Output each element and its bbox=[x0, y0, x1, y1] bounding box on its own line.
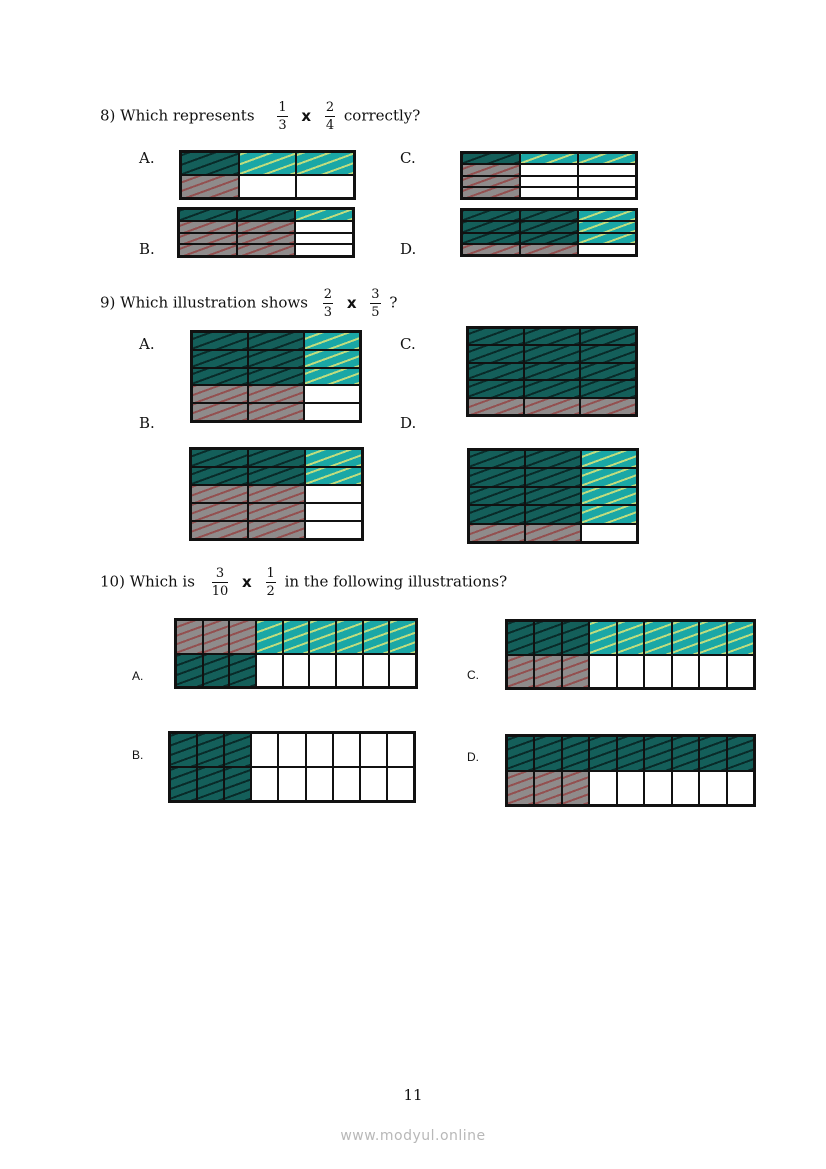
page-number: 11 bbox=[403, 1086, 423, 1104]
dark-shaded-cell bbox=[193, 351, 247, 367]
times-sign: x bbox=[346, 294, 357, 312]
dark-shaded-cell bbox=[535, 622, 560, 654]
dark-shaded-cell bbox=[581, 364, 635, 379]
times-sign: x bbox=[301, 107, 312, 125]
blank-cell bbox=[279, 734, 304, 766]
cyan-shaded-cell bbox=[582, 488, 636, 504]
gray-shaded-cell bbox=[230, 621, 255, 653]
dark-shaded-cell bbox=[526, 469, 580, 485]
dark-shaded-cell bbox=[581, 346, 635, 361]
dark-shaded-cell bbox=[463, 234, 519, 243]
dark-shaded-cell bbox=[463, 154, 519, 163]
blank-cell bbox=[252, 768, 277, 800]
dark-shaded-cell bbox=[700, 737, 725, 770]
blank-cell bbox=[306, 504, 361, 520]
question-8-text: 8) Which represents bbox=[100, 106, 255, 125]
q8-c-figure[interactable] bbox=[460, 151, 638, 200]
q10-a-figure[interactable] bbox=[174, 618, 418, 689]
dark-shaded-cell bbox=[238, 210, 294, 220]
dark-shaded-cell bbox=[618, 737, 643, 770]
dark-shaded-cell bbox=[526, 506, 580, 522]
dark-shaded-cell bbox=[521, 222, 577, 231]
dark-shaded-cell bbox=[728, 737, 753, 770]
dark-shaded-cell bbox=[193, 333, 247, 349]
gray-shaded-cell bbox=[463, 188, 519, 197]
cyan-shaded-cell bbox=[337, 621, 362, 653]
blank-cell bbox=[590, 656, 615, 688]
cyan-shaded-cell bbox=[297, 153, 353, 174]
blank-cell bbox=[521, 188, 577, 197]
dark-shaded-cell bbox=[508, 622, 533, 654]
gray-shaded-cell bbox=[192, 522, 247, 538]
gray-shaded-cell bbox=[535, 656, 560, 688]
cyan-shaded-cell bbox=[618, 622, 643, 654]
dark-shaded-cell bbox=[525, 346, 579, 361]
gray-shaded-cell bbox=[238, 245, 294, 255]
question-9-tail: ? bbox=[389, 293, 398, 312]
q8-a-figure[interactable] bbox=[179, 150, 356, 200]
dark-shaded-cell bbox=[192, 468, 247, 484]
dark-shaded-cell bbox=[204, 655, 229, 687]
gray-shaded-cell bbox=[563, 772, 588, 805]
blank-cell bbox=[618, 772, 643, 805]
cyan-shaded-cell bbox=[579, 211, 635, 220]
gray-shaded-cell bbox=[180, 234, 236, 244]
gray-shaded-cell bbox=[526, 525, 580, 541]
dark-shaded-cell bbox=[508, 737, 533, 770]
blank-cell bbox=[297, 176, 353, 197]
dark-shaded-cell bbox=[249, 351, 303, 367]
q9-ab-bottom-figure[interactable] bbox=[189, 447, 364, 541]
dark-shaded-cell bbox=[470, 451, 524, 467]
dark-shaded-cell bbox=[198, 768, 223, 800]
cyan-shaded-cell bbox=[306, 450, 361, 466]
dark-shaded-cell bbox=[463, 211, 519, 220]
gray-shaded-cell bbox=[249, 504, 304, 520]
dark-shaded-cell bbox=[182, 153, 238, 174]
q8-option-b-label: B. bbox=[139, 240, 155, 258]
gray-shaded-cell bbox=[180, 222, 236, 232]
cyan-shaded-cell bbox=[700, 622, 725, 654]
cyan-shaded-cell bbox=[390, 621, 415, 653]
dark-shaded-cell bbox=[198, 734, 223, 766]
question-9 bbox=[100, 288, 397, 319]
blank-cell bbox=[307, 734, 332, 766]
blank-cell bbox=[618, 656, 643, 688]
cyan-shaded-cell bbox=[582, 451, 636, 467]
q8-b-figure[interactable] bbox=[177, 207, 355, 258]
dark-shaded-cell bbox=[193, 369, 247, 385]
q9-option-b-label: B. bbox=[139, 414, 155, 432]
gray-shaded-cell bbox=[463, 165, 519, 174]
dark-shaded-cell bbox=[225, 734, 250, 766]
q10-option-a-label: A. bbox=[132, 669, 144, 683]
dark-shaded-cell bbox=[525, 381, 579, 396]
blank-cell bbox=[388, 734, 413, 766]
gray-shaded-cell bbox=[249, 404, 303, 420]
gray-shaded-cell bbox=[192, 504, 247, 520]
gray-shaded-cell bbox=[249, 386, 303, 402]
fraction-1: $\frac{2}{3}$ bbox=[323, 287, 333, 320]
dark-shaded-cell bbox=[192, 450, 247, 466]
gray-shaded-cell bbox=[249, 522, 304, 538]
cyan-shaded-cell bbox=[305, 333, 359, 349]
gray-shaded-cell bbox=[177, 621, 202, 653]
q8-option-a-label: A. bbox=[139, 149, 155, 167]
blank-cell bbox=[700, 772, 725, 805]
blank-cell bbox=[296, 222, 352, 232]
blank-cell bbox=[310, 655, 335, 687]
blank-cell bbox=[390, 655, 415, 687]
dark-shaded-cell bbox=[469, 364, 523, 379]
blank-cell bbox=[307, 768, 332, 800]
gray-shaded-cell bbox=[521, 245, 577, 254]
fraction-2: $\frac{1}{2}$ bbox=[266, 566, 275, 599]
blank-cell bbox=[305, 404, 359, 420]
question-9-text: 9) Which illustration shows bbox=[100, 293, 308, 312]
blank-cell bbox=[334, 734, 359, 766]
dark-shaded-cell bbox=[225, 768, 250, 800]
q10-option-c-label: C. bbox=[467, 668, 479, 682]
blank-cell bbox=[579, 245, 635, 254]
cyan-shaded-cell bbox=[728, 622, 753, 654]
dark-shaded-cell bbox=[177, 655, 202, 687]
q9-option-c-label: C. bbox=[400, 335, 416, 353]
blank-cell bbox=[700, 656, 725, 688]
gray-shaded-cell bbox=[238, 222, 294, 232]
dark-shaded-cell bbox=[249, 333, 303, 349]
blank-cell bbox=[284, 655, 309, 687]
gray-shaded-cell bbox=[249, 486, 304, 502]
blank-cell bbox=[388, 768, 413, 800]
gray-shaded-cell bbox=[182, 176, 238, 197]
question-8 bbox=[100, 101, 420, 132]
cyan-shaded-cell bbox=[296, 210, 352, 220]
cyan-shaded-cell bbox=[673, 622, 698, 654]
blank-cell bbox=[279, 768, 304, 800]
dark-shaded-cell bbox=[645, 737, 670, 770]
dark-shaded-cell bbox=[470, 506, 524, 522]
gray-shaded-cell bbox=[238, 234, 294, 244]
q8-option-c-label: C. bbox=[400, 149, 416, 167]
cyan-shaded-cell bbox=[645, 622, 670, 654]
dark-shaded-cell bbox=[171, 734, 196, 766]
gray-shaded-cell bbox=[470, 525, 524, 541]
q8-option-d-label: D. bbox=[400, 240, 417, 258]
gray-shaded-cell bbox=[525, 399, 579, 414]
fraction-2: $\frac{2}{4}$ bbox=[325, 100, 335, 133]
blank-cell bbox=[337, 655, 362, 687]
fraction-2: $\frac{3}{5}$ bbox=[371, 287, 380, 320]
cyan-shaded-cell bbox=[582, 469, 636, 485]
watermark: www.modyul.online bbox=[340, 1128, 486, 1144]
dark-shaded-cell bbox=[463, 222, 519, 231]
blank-cell bbox=[257, 655, 282, 687]
blank-cell bbox=[579, 165, 635, 174]
cyan-shaded-cell bbox=[579, 234, 635, 243]
blank-cell bbox=[334, 768, 359, 800]
q10-c-figure[interactable] bbox=[505, 619, 756, 690]
gray-shaded-cell bbox=[563, 656, 588, 688]
blank-cell bbox=[728, 656, 753, 688]
dark-shaded-cell bbox=[525, 329, 579, 344]
blank-cell bbox=[673, 656, 698, 688]
fraction-1: $\frac{1}{3}$ bbox=[278, 100, 287, 133]
dark-shaded-cell bbox=[563, 622, 588, 654]
question-10-tail: in the following illustrations? bbox=[284, 572, 508, 591]
blank-cell bbox=[306, 486, 361, 502]
gray-shaded-cell bbox=[508, 656, 533, 688]
q10-option-b-label: B. bbox=[132, 748, 144, 762]
gray-shaded-cell bbox=[192, 486, 247, 502]
cyan-shaded-cell bbox=[521, 154, 577, 163]
fraction-1: $\frac{3}{10}$ bbox=[211, 566, 229, 599]
question-10 bbox=[100, 567, 507, 598]
blank-cell bbox=[645, 656, 670, 688]
gray-shaded-cell bbox=[204, 621, 229, 653]
cyan-shaded-cell bbox=[579, 222, 635, 231]
dark-shaded-cell bbox=[590, 737, 615, 770]
blank-cell bbox=[296, 234, 352, 244]
cyan-shaded-cell bbox=[305, 351, 359, 367]
dark-shaded-cell bbox=[230, 655, 255, 687]
dark-shaded-cell bbox=[249, 450, 304, 466]
q9-cd-bottom-figure[interactable] bbox=[467, 448, 639, 544]
dark-shaded-cell bbox=[470, 469, 524, 485]
dark-shaded-cell bbox=[581, 329, 635, 344]
dark-shaded-cell bbox=[249, 468, 304, 484]
blank-cell bbox=[306, 522, 361, 538]
cyan-shaded-cell bbox=[579, 154, 635, 163]
blank-cell bbox=[728, 772, 753, 805]
gray-shaded-cell bbox=[463, 177, 519, 186]
q8-d-figure[interactable] bbox=[460, 208, 638, 257]
cyan-shaded-cell bbox=[257, 621, 282, 653]
cyan-shaded-cell bbox=[364, 621, 389, 653]
gray-shaded-cell bbox=[193, 404, 247, 420]
dark-shaded-cell bbox=[563, 737, 588, 770]
dark-shaded-cell bbox=[521, 211, 577, 220]
dark-shaded-cell bbox=[525, 364, 579, 379]
cyan-shaded-cell bbox=[306, 468, 361, 484]
blank-cell bbox=[645, 772, 670, 805]
blank-cell bbox=[361, 734, 386, 766]
gray-shaded-cell bbox=[535, 772, 560, 805]
blank-cell bbox=[305, 386, 359, 402]
blank-cell bbox=[579, 177, 635, 186]
cyan-shaded-cell bbox=[590, 622, 615, 654]
dark-shaded-cell bbox=[470, 488, 524, 504]
cyan-shaded-cell bbox=[305, 369, 359, 385]
gray-shaded-cell bbox=[508, 772, 533, 805]
q10-option-d-label: D. bbox=[467, 750, 479, 764]
blank-cell bbox=[673, 772, 698, 805]
dark-shaded-cell bbox=[249, 369, 303, 385]
q10-d-figure[interactable] bbox=[505, 734, 756, 807]
dark-shaded-cell bbox=[469, 381, 523, 396]
blank-cell bbox=[521, 165, 577, 174]
blank-cell bbox=[579, 188, 635, 197]
q9-option-a-label: A. bbox=[139, 335, 155, 353]
dark-shaded-cell bbox=[526, 488, 580, 504]
dark-shaded-cell bbox=[535, 737, 560, 770]
cyan-shaded-cell bbox=[582, 506, 636, 522]
blank-cell bbox=[252, 734, 277, 766]
q10-b-figure[interactable] bbox=[168, 731, 416, 803]
q9-option-d-label: D. bbox=[400, 414, 417, 432]
blank-cell bbox=[240, 176, 296, 197]
times-sign: x bbox=[242, 573, 252, 591]
question-10-text: 10) Which is bbox=[100, 572, 195, 591]
blank-cell bbox=[364, 655, 389, 687]
gray-shaded-cell bbox=[180, 245, 236, 255]
cyan-shaded-cell bbox=[240, 153, 296, 174]
dark-shaded-cell bbox=[581, 381, 635, 396]
question-8-tail: correctly? bbox=[343, 106, 421, 125]
dark-shaded-cell bbox=[469, 329, 523, 344]
q9-cd-top-figure[interactable] bbox=[466, 326, 638, 417]
dark-shaded-cell bbox=[526, 451, 580, 467]
gray-shaded-cell bbox=[193, 386, 247, 402]
dark-shaded-cell bbox=[673, 737, 698, 770]
gray-shaded-cell bbox=[469, 399, 523, 414]
blank-cell bbox=[361, 768, 386, 800]
dark-shaded-cell bbox=[171, 768, 196, 800]
gray-shaded-cell bbox=[581, 399, 635, 414]
gray-shaded-cell bbox=[463, 245, 519, 254]
blank-cell bbox=[582, 525, 636, 541]
blank-cell bbox=[590, 772, 615, 805]
q9-ab-top-figure[interactable] bbox=[190, 330, 362, 423]
dark-shaded-cell bbox=[521, 234, 577, 243]
dark-shaded-cell bbox=[469, 346, 523, 361]
blank-cell bbox=[521, 177, 577, 186]
cyan-shaded-cell bbox=[310, 621, 335, 653]
cyan-shaded-cell bbox=[284, 621, 309, 653]
blank-cell bbox=[296, 245, 352, 255]
dark-shaded-cell bbox=[180, 210, 236, 220]
